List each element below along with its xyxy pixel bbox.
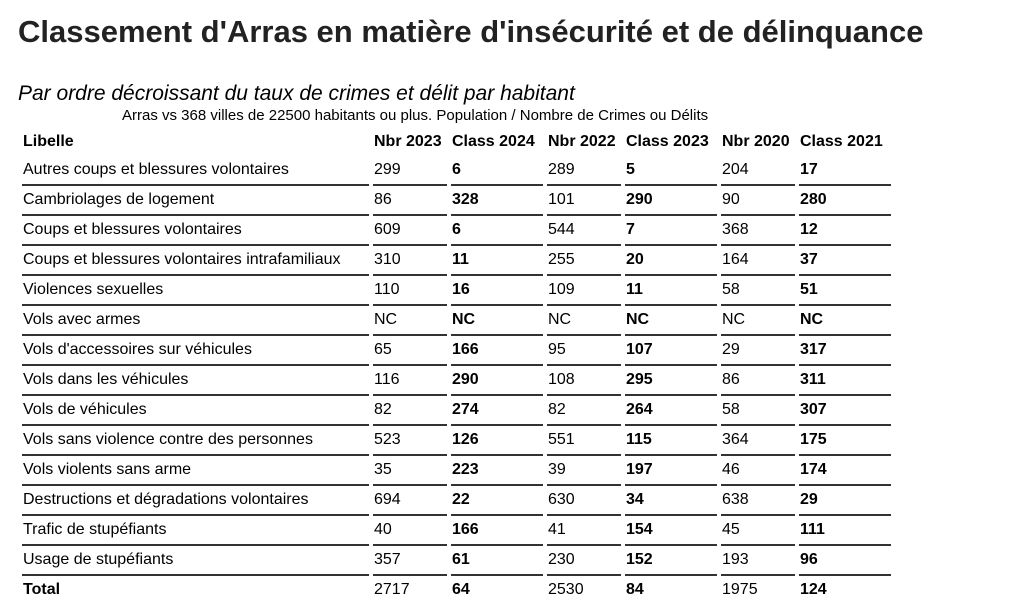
page-title: Classement d'Arras en matière d'insécurité et de délinquance bbox=[18, 14, 924, 49]
count-cell: 289 bbox=[547, 156, 621, 186]
count-cell: 364 bbox=[721, 426, 795, 456]
count-cell: 694 bbox=[373, 486, 447, 516]
rank-cell: 317 bbox=[799, 336, 891, 366]
count-cell: 204 bbox=[721, 156, 795, 186]
count-cell: 39 bbox=[547, 456, 621, 486]
rank-cell: 34 bbox=[625, 486, 717, 516]
table-note: Arras vs 368 villes de 22500 habitants ou plus. Population / Nombre de Crimes ou Délits bbox=[122, 107, 709, 124]
table-row bbox=[22, 336, 891, 366]
count-cell: 255 bbox=[547, 246, 621, 276]
count-cell: 551 bbox=[547, 426, 621, 456]
row-label: Coups et blessures volontaires intrafamiliaux bbox=[22, 246, 369, 276]
table-row bbox=[22, 216, 891, 246]
count-cell: 544 bbox=[547, 216, 621, 246]
rank-cell: 6 bbox=[451, 156, 543, 186]
table-row bbox=[22, 546, 891, 576]
column-header: Class 2021 bbox=[800, 133, 883, 150]
row-label: Vols violents sans arme bbox=[22, 456, 369, 486]
count-cell: 2530 bbox=[548, 581, 584, 598]
rank-cell: 328 bbox=[451, 186, 543, 216]
rank-cell: 295 bbox=[625, 366, 717, 396]
count-cell: 86 bbox=[721, 366, 795, 396]
row-label: Total bbox=[23, 581, 61, 598]
count-cell: 58 bbox=[721, 276, 795, 306]
ranking-table bbox=[18, 128, 895, 604]
rank-cell: 166 bbox=[451, 516, 543, 546]
rank-cell: 11 bbox=[625, 276, 717, 306]
table-body bbox=[22, 156, 891, 604]
table-header-row bbox=[22, 128, 891, 156]
rank-cell: 126 bbox=[451, 426, 543, 456]
rank-cell: 20 bbox=[625, 246, 717, 276]
count-cell: 35 bbox=[373, 456, 447, 486]
column-header: Nbr 2020 bbox=[722, 133, 790, 150]
column-header: Class 2023 bbox=[626, 133, 709, 150]
rank-cell: 154 bbox=[625, 516, 717, 546]
rank-cell: 5 bbox=[625, 156, 717, 186]
count-cell: 523 bbox=[373, 426, 447, 456]
count-cell: NC bbox=[547, 306, 621, 336]
rank-cell: 311 bbox=[799, 366, 891, 396]
rank-cell: NC bbox=[799, 306, 891, 336]
rank-cell: 16 bbox=[451, 276, 543, 306]
rank-cell: 107 bbox=[625, 336, 717, 366]
count-cell: 82 bbox=[373, 396, 447, 426]
rank-cell: 29 bbox=[799, 486, 891, 516]
rank-cell: 61 bbox=[451, 546, 543, 576]
row-label: Cambriolages de logement bbox=[22, 186, 369, 216]
table-row bbox=[22, 486, 891, 516]
row-label: Vols de véhicules bbox=[22, 396, 369, 426]
rank-cell: 264 bbox=[625, 396, 717, 426]
count-cell: 108 bbox=[547, 366, 621, 396]
row-label: Vols dans les véhicules bbox=[22, 366, 369, 396]
rank-cell: 174 bbox=[799, 456, 891, 486]
table-row bbox=[22, 426, 891, 456]
count-cell: 1975 bbox=[722, 581, 758, 598]
count-cell: 2717 bbox=[374, 581, 410, 598]
rank-cell: 290 bbox=[451, 366, 543, 396]
count-cell: 638 bbox=[721, 486, 795, 516]
count-cell: 630 bbox=[547, 486, 621, 516]
count-cell: 193 bbox=[721, 546, 795, 576]
count-cell: 299 bbox=[373, 156, 447, 186]
rank-cell: 51 bbox=[799, 276, 891, 306]
rank-cell: 197 bbox=[625, 456, 717, 486]
table-row bbox=[22, 396, 891, 426]
column-header: Libelle bbox=[23, 133, 74, 150]
rank-cell: 64 bbox=[452, 581, 470, 598]
rank-cell: 37 bbox=[799, 246, 891, 276]
row-label: Vols avec armes bbox=[22, 306, 369, 336]
rank-cell: 96 bbox=[799, 546, 891, 576]
count-cell: 41 bbox=[547, 516, 621, 546]
row-label: Autres coups et blessures volontaires bbox=[22, 156, 369, 186]
count-cell: 164 bbox=[721, 246, 795, 276]
count-cell: 609 bbox=[373, 216, 447, 246]
table-row bbox=[22, 246, 891, 276]
rank-cell: 115 bbox=[625, 426, 717, 456]
count-cell: 110 bbox=[373, 276, 447, 306]
count-cell: 357 bbox=[373, 546, 447, 576]
table-row bbox=[22, 186, 891, 216]
rank-cell: 22 bbox=[451, 486, 543, 516]
count-cell: 65 bbox=[373, 336, 447, 366]
row-label: Usage de stupéfiants bbox=[22, 546, 369, 576]
count-cell: 29 bbox=[721, 336, 795, 366]
column-header: Nbr 2022 bbox=[548, 133, 616, 150]
count-cell: 230 bbox=[547, 546, 621, 576]
rank-cell: 111 bbox=[799, 516, 891, 546]
row-label: Vols sans violence contre des personnes bbox=[22, 426, 369, 456]
table-row bbox=[22, 306, 891, 336]
rank-cell: 152 bbox=[625, 546, 717, 576]
table-row bbox=[22, 516, 891, 546]
count-cell: 95 bbox=[547, 336, 621, 366]
rank-cell: 290 bbox=[625, 186, 717, 216]
count-cell: 310 bbox=[373, 246, 447, 276]
total-row bbox=[22, 576, 891, 604]
count-cell: 109 bbox=[547, 276, 621, 306]
row-label: Trafic de stupéfiants bbox=[22, 516, 369, 546]
count-cell: 101 bbox=[547, 186, 621, 216]
rank-cell: 11 bbox=[451, 246, 543, 276]
rank-cell: 274 bbox=[451, 396, 543, 426]
rank-cell: 84 bbox=[626, 581, 644, 598]
rank-cell: 124 bbox=[800, 581, 827, 598]
table-row bbox=[22, 456, 891, 486]
rank-cell: 223 bbox=[451, 456, 543, 486]
count-cell: 46 bbox=[721, 456, 795, 486]
row-label: Destructions et dégradations volontaires bbox=[22, 486, 369, 516]
rank-cell: 12 bbox=[799, 216, 891, 246]
count-cell: 45 bbox=[721, 516, 795, 546]
rank-cell: 307 bbox=[799, 396, 891, 426]
row-label: Violences sexuelles bbox=[22, 276, 369, 306]
count-cell: 90 bbox=[721, 186, 795, 216]
count-cell: 82 bbox=[547, 396, 621, 426]
count-cell: 58 bbox=[721, 396, 795, 426]
count-cell: 86 bbox=[373, 186, 447, 216]
rank-cell: 6 bbox=[451, 216, 543, 246]
rank-cell: NC bbox=[451, 306, 543, 336]
column-header: Class 2024 bbox=[452, 133, 535, 150]
count-cell: NC bbox=[721, 306, 795, 336]
page-subtitle: Par ordre décroissant du taux de crimes et délit par habitant bbox=[18, 82, 575, 105]
rank-cell: 280 bbox=[799, 186, 891, 216]
rank-cell: 7 bbox=[625, 216, 717, 246]
count-cell: NC bbox=[373, 306, 447, 336]
row-label: Coups et blessures volontaires bbox=[22, 216, 369, 246]
rank-cell: 175 bbox=[799, 426, 891, 456]
count-cell: 116 bbox=[373, 366, 447, 396]
row-label: Vols d'accessoires sur véhicules bbox=[22, 336, 369, 366]
column-header: Nbr 2023 bbox=[374, 133, 442, 150]
count-cell: 40 bbox=[373, 516, 447, 546]
rank-cell: 17 bbox=[799, 156, 891, 186]
rank-cell: NC bbox=[625, 306, 717, 336]
table-row bbox=[22, 366, 891, 396]
table-row bbox=[22, 276, 891, 306]
rank-cell: 166 bbox=[451, 336, 543, 366]
count-cell: 368 bbox=[721, 216, 795, 246]
table-row bbox=[22, 156, 891, 186]
